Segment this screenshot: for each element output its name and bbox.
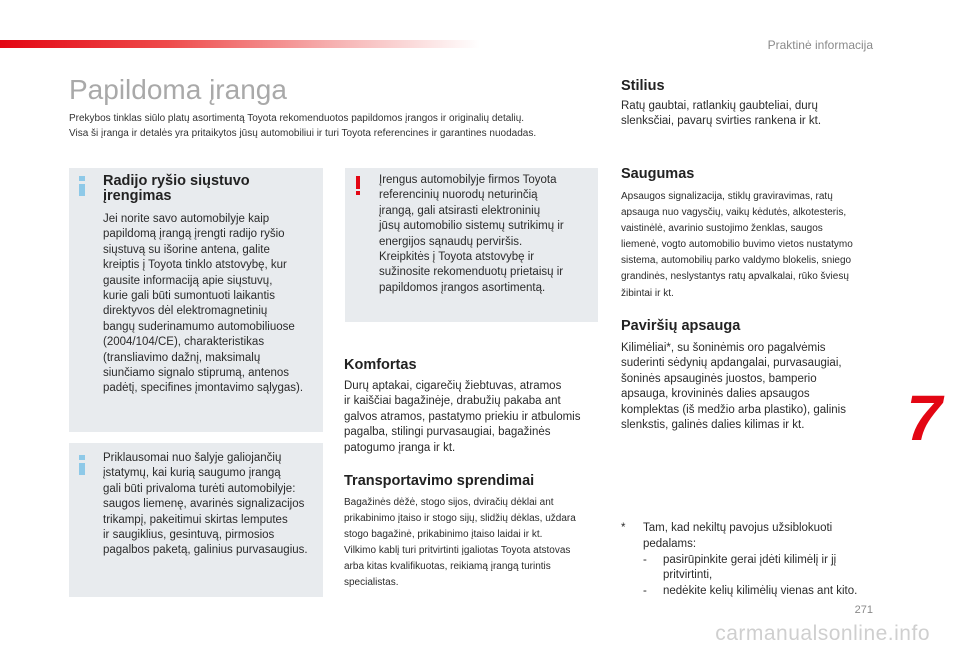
- text-line: ir kaiščiai bagažinėje, drabužių pakaba ant: [344, 395, 561, 408]
- text-line: įrangą, gali atsirasti elektroninių: [379, 204, 541, 217]
- text-line: Vilkimo kablį turi pritvirtinti įgaliotas Toyota atstovas: [344, 545, 571, 557]
- text-line: gausite informaciją apie siųstuvų,: [103, 274, 273, 287]
- footnote-item: [643, 584, 893, 600]
- text-line: slenksčiai, pavarų svirties rankena ir kt.: [621, 115, 822, 128]
- text-line: kurie gali būti sumontuoti laikantis: [103, 290, 275, 303]
- info-icon: [79, 455, 85, 475]
- text-line: patogumo įranga ir kt.: [344, 441, 456, 454]
- intro-line: Prekybos tinklas siūlo platų asortimentą Toyota rekomenduotos papildomos įrangos ir originalių detalių.: [69, 113, 525, 124]
- text-line: stogo bagažinė, prikabinimo įtaiso laidai ir kt.: [344, 529, 543, 541]
- text-line: siųstuvą su išorine antena, galite: [103, 243, 270, 256]
- surface-protection-heading: Paviršių apsauga: [621, 318, 741, 334]
- text-line: įstatymų, kai kurią saugumo įrangą: [103, 467, 281, 480]
- text-line: specialistas.: [344, 577, 399, 589]
- page-number: 271: [854, 604, 873, 616]
- text-line: apsauga nuo vagysčių, vaikų kėdutės, alkotesteris,: [621, 207, 847, 219]
- text-line: jūsų automobilio sistemų sutrikimų ir: [379, 220, 564, 233]
- text-line: padėtį, specifines įmontavimo sąlygas).: [103, 382, 304, 395]
- text-line: (transliavimo dažnį, maksimalų: [103, 351, 261, 364]
- comfort-text: [344, 379, 604, 456]
- text-line: žibintai ir kt.: [621, 287, 674, 299]
- style-text: [621, 99, 881, 130]
- text-line: ir saugiklius, gesintuvą, pirmosios: [103, 529, 275, 542]
- text-line: šoninės apsauginės juostos, bamperio: [621, 372, 817, 385]
- text-line: referencinių nuorodų neturinčią: [379, 189, 538, 202]
- text-line: liemenė, vogto automobilio buvimo vietos nustatymo: [621, 239, 853, 251]
- text-line: prikabinimo įtaiso ir stogo sijų, slidžių dėklas, uždara: [344, 513, 576, 525]
- radio-transmitter-info-box: [69, 168, 323, 432]
- chapter-number: 7: [906, 382, 942, 454]
- footnote-body: [643, 521, 893, 600]
- page-title: Papildoma įranga: [69, 74, 287, 105]
- text-line: pedalams:: [643, 537, 697, 550]
- radio-box-title: Radijo ryšio siųstuvo įrengimas: [103, 173, 250, 204]
- watermark: carmanualsonline.info: [715, 622, 930, 645]
- bullet-dash: -: [643, 585, 647, 598]
- text-line: Įrengus automobilyje firmos Toyota: [379, 174, 557, 186]
- text-line: kreiptis į Toyota tinklo atstovybę, kur: [103, 259, 287, 272]
- text-line: pritvirtinti,: [663, 569, 713, 582]
- text-line: Bagažinės dėžė, stogo sijos, dviračių dėklai ant: [344, 497, 554, 508]
- text-line: nedėkite kelių kilimėlių vienas ant kito.: [663, 585, 858, 598]
- text-line: apsauga, krovininės dalies apsaugos: [621, 388, 810, 401]
- warning-box: [345, 168, 598, 322]
- transport-heading: Transportavimo sprendimai: [344, 473, 535, 489]
- header-accent-bar: [0, 40, 480, 48]
- warning-icon: [353, 176, 363, 196]
- safety-heading: Saugumas: [621, 166, 695, 182]
- text-line: Kreipkitės į Toyota atstovybę ir: [379, 251, 535, 264]
- legal-box-text: [103, 451, 318, 559]
- text-line: energijos sąnaudų perviršis.: [379, 235, 523, 248]
- text-line: direktyvos dėl elektromagnetinių: [103, 305, 268, 318]
- text-line: papildomos įrangos asortimentą.: [379, 281, 546, 294]
- text-line: Apsaugos signalizacija, stiklų graviravimas, ratų: [621, 191, 833, 202]
- text-line: suderinti sėdynių apdangalai, purvasaugiai,: [621, 357, 842, 370]
- intro-paragraph: [69, 111, 599, 141]
- text-line: Jei norite savo automobilyje kaip: [103, 213, 270, 225]
- text-line: galvos atramos, pastatymo priekiu ir atbulomis: [344, 410, 581, 423]
- text-line: vaistinėlė, avarinio sustojimo ženklas, saugos: [621, 223, 823, 235]
- text-line: papildomą įrangą įrengti radijo ryšio: [103, 228, 285, 241]
- text-line: pasirūpinkite gerai įdėti kilimėlį ir jį: [663, 553, 837, 566]
- warning-box-text: [379, 173, 594, 296]
- comfort-heading: Komfortas: [344, 357, 417, 373]
- style-heading: Stilius: [621, 78, 665, 94]
- text-line: slenkstis, galinės dalies kilimas ir kt.: [621, 419, 805, 432]
- text-line: arba kitas kvalifikuotas, reikiamą įrangą turintis: [344, 561, 551, 573]
- mandatory-equipment-info-box: [69, 443, 323, 597]
- text-line: Priklausomai nuo šalyje galiojančių: [103, 452, 282, 464]
- text-line: saugos liemenę, avarinės signalizacijos: [103, 498, 305, 511]
- text-line: sužinosite rekomenduotų prietaisų ir: [379, 266, 564, 279]
- text-line: pagalba, stilingi purvasaugiai, bagažinės: [344, 426, 551, 439]
- text-line: bangų suderinamumo automobiliuose: [103, 320, 295, 333]
- intro-line: Visa ši įranga ir detalės yra pritaikytos jūsų automobiliui ir turi Toyota referencines ir garantines nuodadas.: [69, 128, 537, 139]
- text-line: siunčiamo signalo stiprumą, antenos: [103, 367, 290, 380]
- text-line: Ratų gaubtai, ratlankių gaubteliai, durų: [621, 100, 818, 112]
- section-title: Praktinė informacija: [767, 38, 873, 52]
- text-line: Durų aptakai, cigarečių žiebtuvas, atramos: [344, 380, 562, 392]
- bullet-dash: -: [643, 553, 647, 566]
- radio-box-text: [103, 212, 318, 397]
- transport-text: [344, 495, 604, 592]
- text-line: trikampį, pakeitimui skirtas lemputes: [103, 513, 288, 526]
- text-line: pagalbos paketą, galinius purvasaugius.: [103, 544, 308, 557]
- text-line: komplektas (iš medžio arba plastiko), galinis: [621, 403, 846, 416]
- safety-text: [621, 189, 891, 302]
- text-line: Kilimėliai*, su šoninėmis oro pagalvėmis: [621, 342, 826, 354]
- text-line: gali būti privaloma turėti automobilyje:: [103, 482, 296, 495]
- footnote-marker: *: [621, 522, 626, 534]
- info-icon: [79, 176, 85, 196]
- text-line: Tam, kad nekiltų pavojus užsiblokuoti: [643, 522, 833, 534]
- footnote-item: [643, 553, 893, 585]
- surface-protection-text: [621, 341, 881, 433]
- text-line: (2004/104/CE), charakteristikas: [103, 336, 265, 349]
- text-line: grandinės, neslystantys ratų apvalkalai, rūko šviesų: [621, 271, 849, 283]
- text-line: sistema, automobilių parko valdymo blokelis, sniego: [621, 255, 852, 267]
- footnote: [621, 521, 901, 601]
